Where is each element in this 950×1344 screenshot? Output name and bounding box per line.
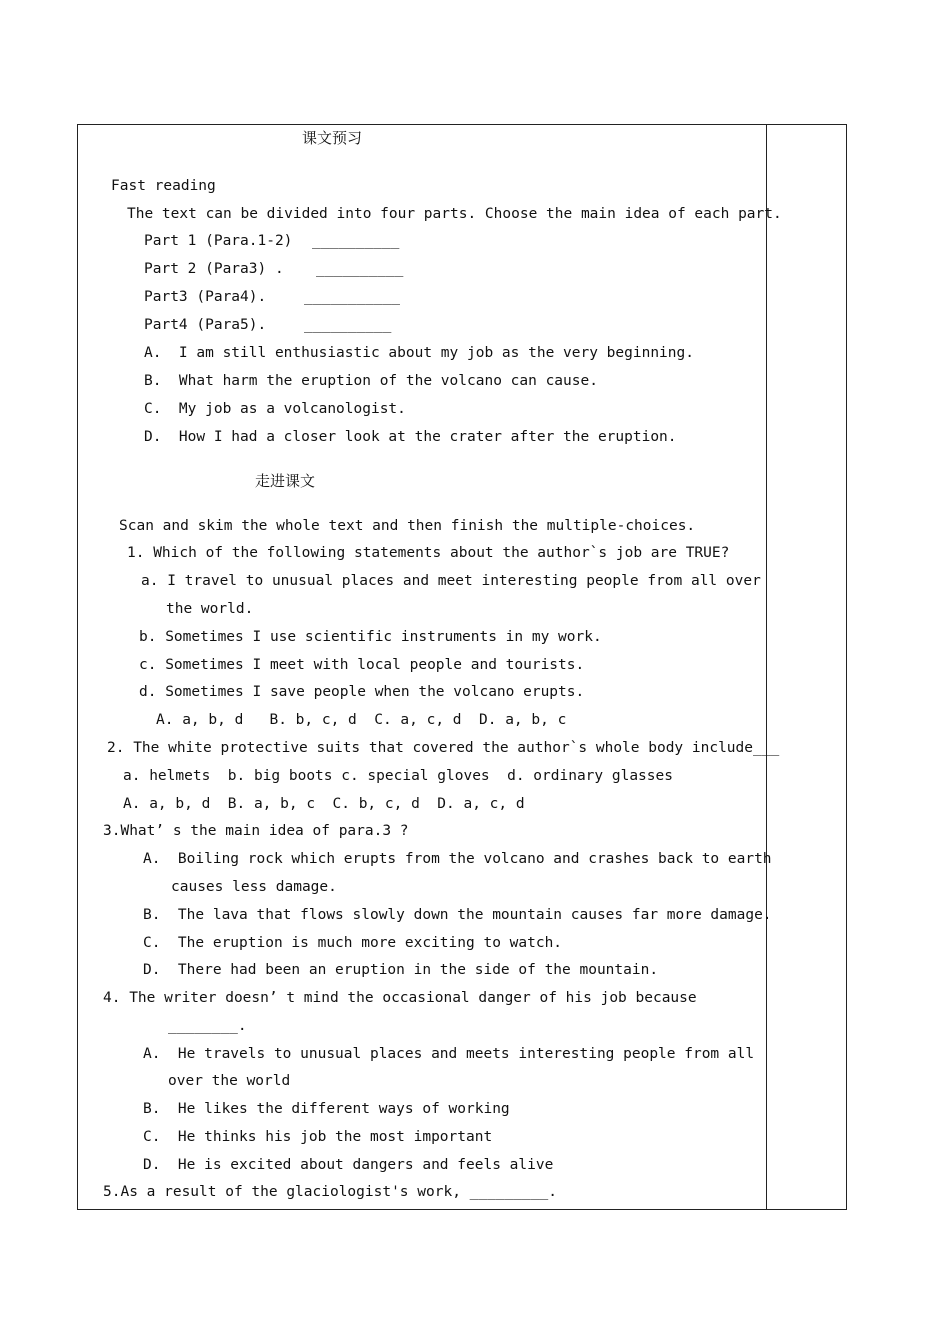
part-2-label: Part 2 (Para3) . <box>144 261 284 277</box>
fast-reading-instruction: The text can be divided into four parts. Choose the main idea of each part. <box>127 206 782 222</box>
main-idea-option-c: C. My job as a volcanologist. <box>144 401 406 417</box>
main-idea-option-a: A. I am still enthusiastic about my job as the very beginning. <box>144 345 694 361</box>
q1-item-c: c. Sometimes I meet with local people and tourists. <box>139 657 585 673</box>
q4-option-d: D. He is excited about dangers and feels alive <box>143 1157 554 1173</box>
main-idea-option-b: B. What harm the eruption of the volcano can cause. <box>144 373 598 389</box>
main-idea-option-d: D. How I had a closer look at the crater after the eruption. <box>144 429 677 445</box>
question-2: 2. The white protective suits that covered the author`s whole body include___ <box>107 740 780 756</box>
scan-instruction: Scan and skim the whole text and then finish the multiple-choices. <box>119 518 696 534</box>
fast-reading-label: Fast reading <box>111 178 216 194</box>
q2-items: a. helmets b. big boots c. special gloves d. ordinary glasses <box>123 768 673 784</box>
q1-item-b: b. Sometimes I use scientific instruments in my work. <box>139 629 602 645</box>
q4-blank: ________. <box>168 1018 247 1034</box>
q4-option-a: A. He travels to unusual places and meets interesting people from all <box>143 1046 755 1062</box>
part-4-label: Part4 (Para5). <box>144 317 267 333</box>
part-3-blank: ___________ <box>304 289 401 305</box>
q1-item-a: a. I travel to unusual places and meet interesting people from all over <box>141 573 761 589</box>
q3-option-a: A. Boiling rock which erupts from the volcano and crashes back to earth <box>143 851 772 867</box>
part-1-blank: __________ <box>312 233 400 249</box>
q1-choices: A. a, b, d B. b, c, d C. a, c, d D. a, b, c <box>156 712 567 728</box>
q3-option-a-cont: causes less damage. <box>171 879 337 895</box>
q3-option-c: C. The eruption is much more exciting to watch. <box>143 935 563 951</box>
q3-option-d: D. There had been an eruption in the side of the mountain. <box>143 962 659 978</box>
question-5: 5.As a result of the glaciologist's work, _________. <box>103 1184 557 1200</box>
part-4-blank: __________ <box>304 317 392 333</box>
question-3: 3.What’ s the main idea of para.3 ? <box>103 823 409 839</box>
q1-item-a-cont: the world. <box>166 601 254 617</box>
q4-option-c: C. He thinks his job the most important <box>143 1129 493 1145</box>
question-4: 4. The writer doesn’ t mind the occasional danger of his job because <box>103 990 697 1006</box>
part-3-label: Part3 (Para4). <box>144 289 267 305</box>
question-1: 1. Which of the following statements about the author`s job are TRUE? <box>127 545 730 561</box>
section-heading-preview: 课文预习 <box>302 129 363 147</box>
section-heading-text: 走进课文 <box>255 472 316 490</box>
q2-choices: A. a, b, d B. a, b, c C. b, c, d D. a, c, d <box>123 796 525 812</box>
q4-option-a-cont: over the world <box>168 1073 291 1089</box>
part-2-blank: __________ <box>316 261 404 277</box>
q3-option-b: B. The lava that flows slowly down the mountain causes far more damage. <box>143 907 772 923</box>
q4-option-b: B. He likes the different ways of working <box>143 1101 510 1117</box>
column-divider <box>766 124 767 1210</box>
part-1-label: Part 1 (Para.1-2) <box>144 233 293 249</box>
q1-item-d: d. Sometimes I save people when the volcano erupts. <box>139 684 585 700</box>
